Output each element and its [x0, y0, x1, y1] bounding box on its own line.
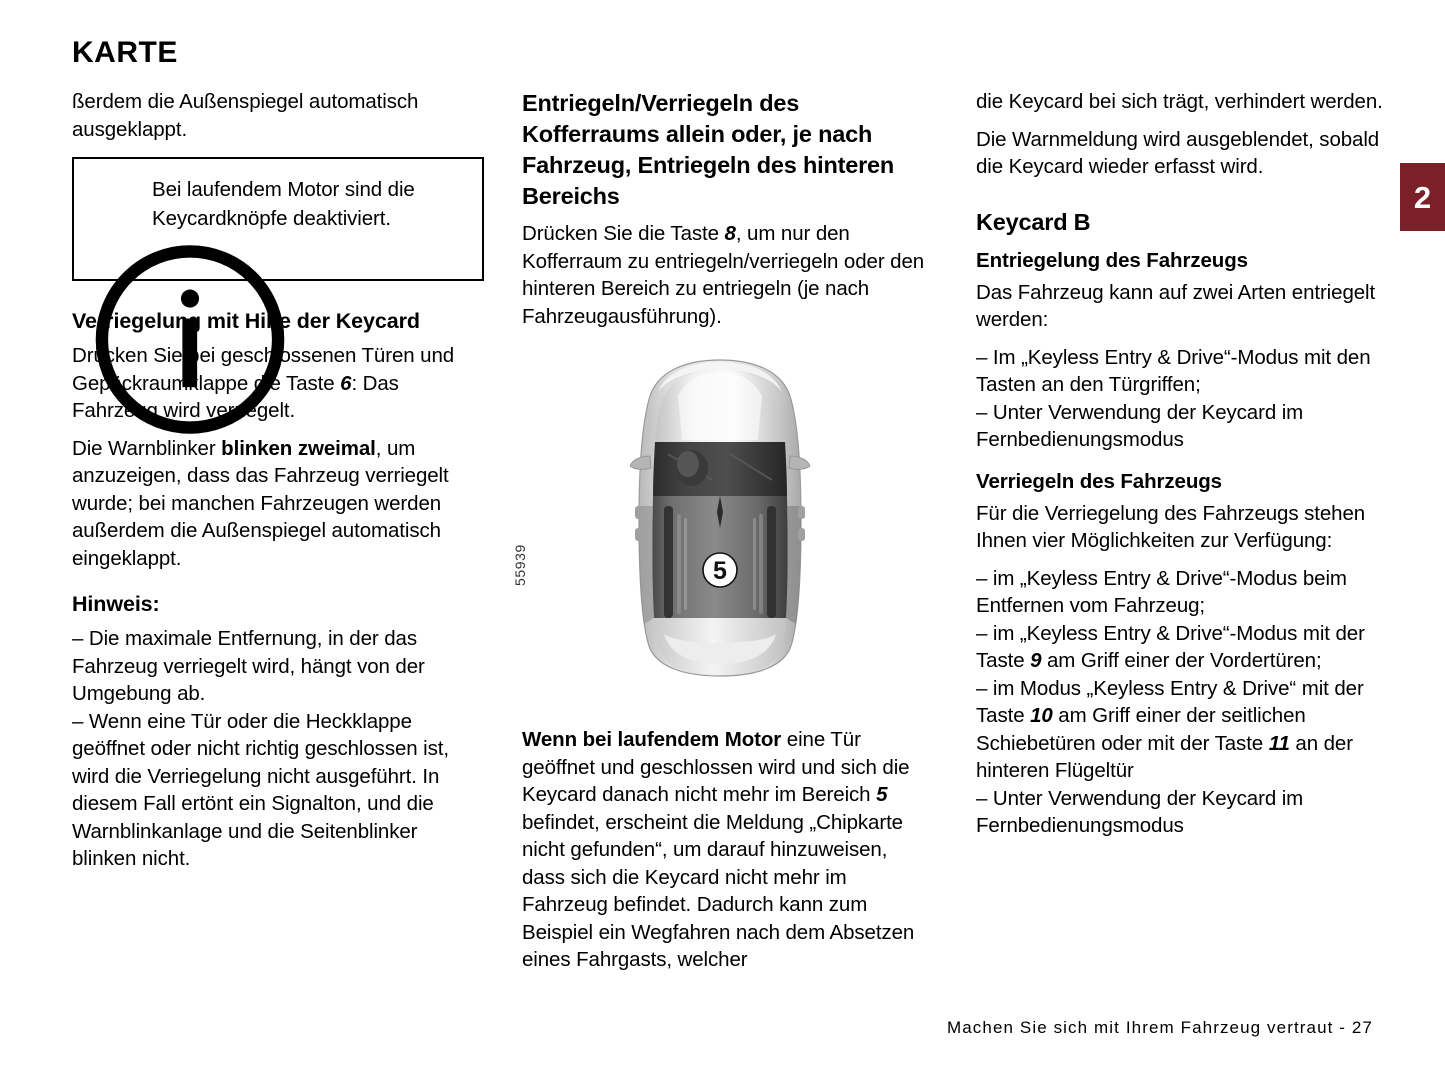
lock-option-item: [976, 675, 1388, 785]
page-footer: Machen Sie sich mit Ihrem Fahrzeug vertraut - 27: [946, 1018, 1373, 1037]
button-number-5: 5: [876, 783, 888, 806]
button-number-11: 11: [1268, 731, 1290, 755]
press-after: : Das Fahrzeug wird verriegelt.: [72, 371, 399, 422]
column-2: [512, 88, 934, 974]
page-title: KARTE: [72, 36, 178, 69]
note-item: – Wenn eine Tür oder die Heckklappe geöffnet oder nicht richtig geschlossen ist, wird die Verriegelung nicht ausgeführt. In diesem Fall ertönt ein Signalton, und die Warnblinkanlage und die Seitenblinker blinken nicht.: [72, 709, 449, 870]
lock-opt3-mid: am Griff einer der seitlichen Schiebetüren oder mit der Taste: [976, 704, 1306, 755]
button-number-10: 10: [1030, 704, 1053, 727]
unlock-option-item: – Im „Keyless Entry & Drive“-Modus mit den Tasten an den Türgriffen;: [976, 345, 1371, 396]
paragraph-unlock-intro: Das Fahrzeug kann auf zwei Arten entriegelt werden:: [976, 280, 1376, 331]
hazard-before: Die Warnblinker: [72, 436, 222, 460]
vehicle-top-view-illustration: [620, 356, 820, 681]
hazard-bold: blinken zweimal: [221, 436, 376, 460]
svg-text:5: 5: [713, 557, 727, 585]
lock-option-item: – Unter Verwendung der Keycard im Fernbedienungsmodus: [976, 786, 1304, 837]
button-number-8: 8: [724, 222, 736, 245]
info-box: [72, 157, 484, 281]
lock-options-list: [976, 565, 1388, 840]
lock-opt3-after: an der hinteren Flügeltür: [976, 731, 1353, 782]
paragraph-hazard-lights: [72, 435, 484, 573]
column-3: [976, 88, 1388, 850]
paragraph-warning-message: Die Warnmeldung wird ausgeblendet, sobald die Keycard wieder erfasst wird.: [976, 127, 1380, 178]
heading-lock-with-keycard: Verriegelung mit Hilfe der Keycard: [72, 309, 420, 333]
info-circle-icon: [90, 177, 132, 219]
column-1: [72, 88, 484, 883]
caption-mid2: befindet, erscheint die Meldung „Chipkarte nicht gefunden“, um darauf hinzuweisen, dass sich die Keycard nicht mehr im Fahrzeug befindet. Dadurch kann zum Beispiel ein Wegfahren nach dem Absetzen eines Fahrgasts, welcher: [522, 810, 915, 971]
trunk-after: , um nur den Kofferraum zu entriegeln/verriegeln oder den hinteren Bereich zu entriegeln (je nach Fahrzeugausführung).: [522, 222, 925, 328]
intro-paragraph: ßerdem die Außenspiegel automatisch ausgeklappt.: [72, 90, 419, 141]
button-number-9: 9: [1030, 649, 1042, 672]
note-item: – Die maximale Entfernung, in der das Fahrzeug verriegelt wird, hängt von der Umgebung ab.: [72, 627, 425, 705]
lock-option-item: – im „Keyless Entry & Drive“-Modus beim Entfernen vom Fahrzeug;: [976, 566, 1347, 617]
unlock-options-list: [976, 344, 1388, 454]
heading-keycard-b: Keycard B: [976, 208, 1091, 235]
lock-option-item: [976, 620, 1388, 675]
press-before: Drücken Sie bei geschlossenen Türen und Gepäckraumklappe die Taste: [72, 344, 455, 395]
chapter-tab: 2: [1400, 163, 1445, 231]
figure-caption-paragraph: [522, 726, 934, 974]
heading-unlock-vehicle: Entriegelung des Fahrzeugs: [976, 248, 1248, 272]
lock-opt2-before: – im „Keyless Entry & Drive“-Modus mit der Taste: [976, 621, 1365, 672]
unlock-option-item: – Unter Verwendung der Keycard im Fernbedienungsmodus: [976, 400, 1304, 451]
button-number-6: 6: [340, 371, 352, 395]
lock-opt3-before: – im Modus „Keyless Entry & Drive“ mit der Taste: [976, 676, 1364, 727]
paragraph-trunk-button: [522, 220, 934, 330]
paragraph-press-button: [72, 342, 484, 425]
heading-trunk-unlock: Entriegeln/Verriegeln des Kofferraums allein oder, je nach Fahrzeug, Entriegeln des hinteren Bereichs: [522, 90, 895, 209]
paragraph-lock-intro: Für die Verriegelung des Fahrzeugs stehen Ihnen vier Möglichkeiten zur Verfügung:: [976, 501, 1366, 552]
info-box-text: Bei laufendem Motor sind die Keycardknöpfe deaktiviert.: [152, 178, 415, 230]
caption-mid1: eine Tür geöffnet und geschlossen wird und sich die Keycard danach nicht mehr im Bereich: [522, 728, 910, 806]
hazard-after: , um anzuzeigen, dass das Fahrzeug verriegelt wurde; bei manchen Fahrzeugen werden außerdem die Außenspiegel automatisch eingeklappt.: [72, 436, 449, 570]
heading-lock-vehicle: Verriegeln des Fahrzeugs: [976, 469, 1222, 493]
figure-vehicle-top-view: [512, 348, 934, 708]
caption-bold: Wenn bei laufendem Motor: [522, 728, 782, 751]
heading-note: Hinweis:: [72, 592, 160, 616]
trunk-before: Drücken Sie die Taste: [522, 222, 725, 245]
note-list: [72, 625, 484, 873]
lock-opt2-after: am Griff einer der Vordertüren;: [1041, 649, 1322, 672]
paragraph-continued: die Keycard bei sich trägt, verhindert werden.: [976, 90, 1383, 113]
figure-id-label: 55939: [512, 544, 528, 586]
